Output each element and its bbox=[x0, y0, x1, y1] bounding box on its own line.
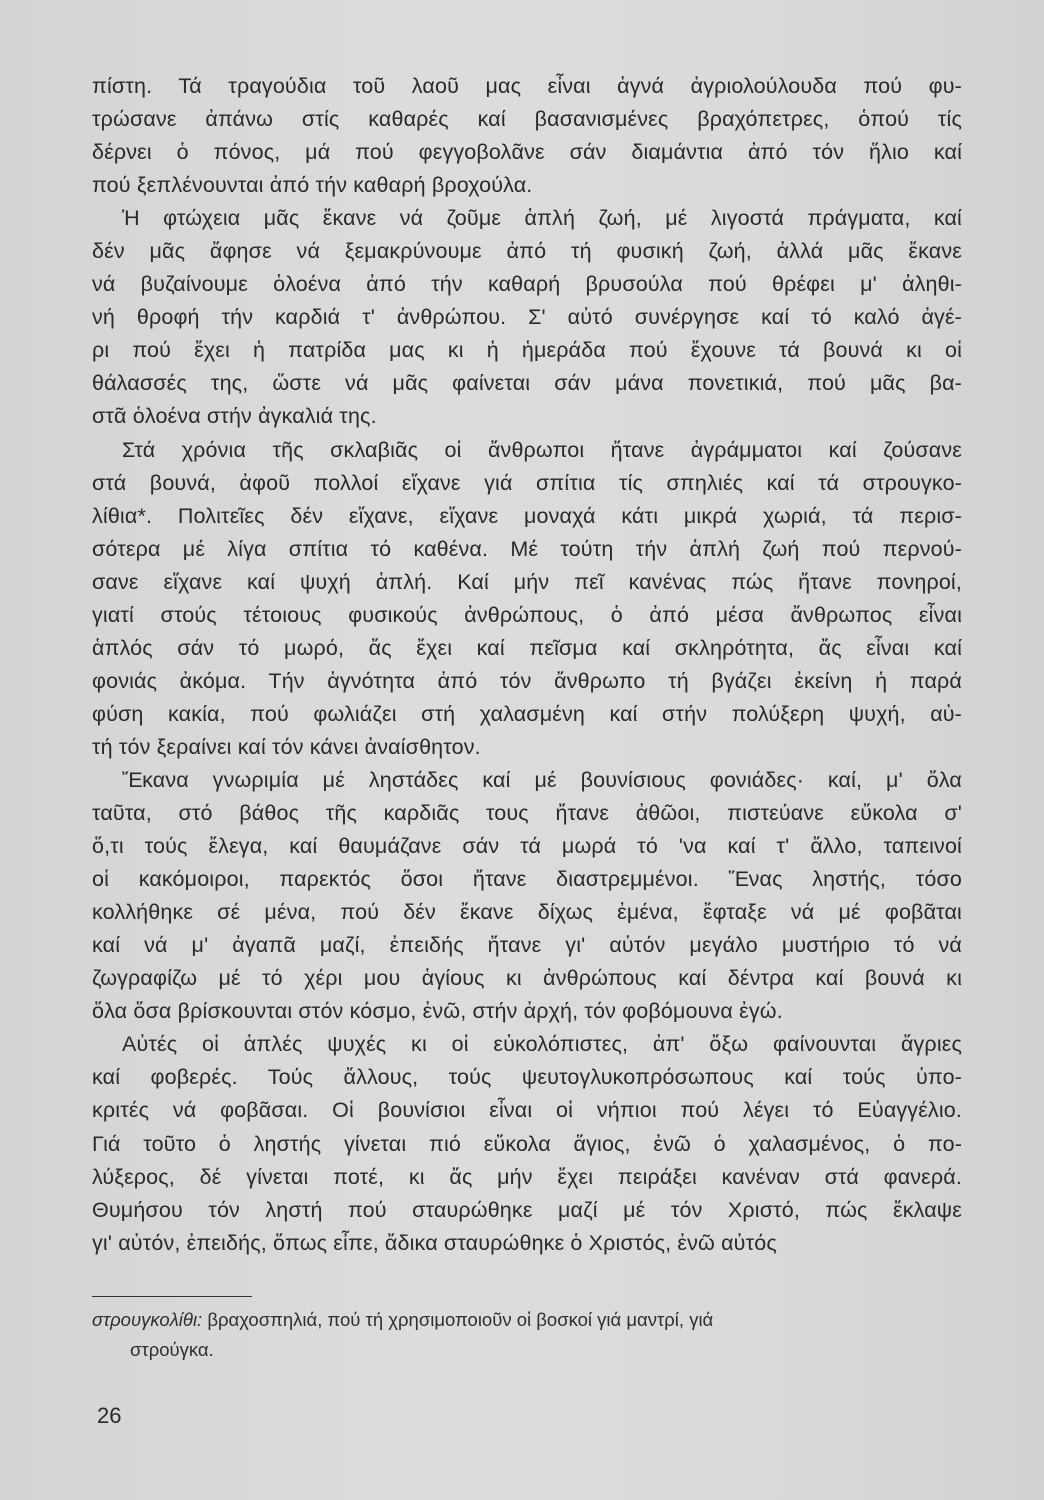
text-line: οἱ κακόμοιροι, παρεκτός ὅσοι ἤτανε διαστρεμμένοι. Ἕνας ληστής, τόσο bbox=[92, 867, 962, 892]
footnote-first-line bbox=[92, 1305, 964, 1335]
text-line: κριτές νά φοβᾶσαι. Οἱ βουνίσιοι εἶναι οἱ νήπιοι πού λέγει τό Εὐαγγέλιο. bbox=[92, 1098, 962, 1123]
text-line: θάλασσές της, ὥστε νά μᾶς φαίνεται σάν μάνα πονετικιά, πού μᾶς βα- bbox=[92, 371, 962, 396]
text-line: Ἡ φτώχεια μᾶς ἔκανε νά ζοῦμε ἁπλή ζωή, μέ λιγοστά πράγματα, καί bbox=[122, 206, 962, 231]
paragraph bbox=[92, 70, 962, 202]
text-line: ὅ,τι τούς ἔλεγα, καί θαυμάζανε σάν τά μωρά τό 'να καί τ' ἄλλο, ταπεινοί bbox=[92, 834, 962, 859]
footnote-term: στρουγκολίθι: bbox=[92, 1309, 203, 1330]
text-line: νά βυζαίνουμε ὁλοένα ἀπό τήν καθαρή βρυσούλα πού θρέφει μ' ἀληθι- bbox=[92, 272, 962, 297]
text-line: πού ξεπλένουνται ἀπό τήν καθαρή βροχούλα. bbox=[92, 173, 533, 198]
text-line: Γιά τοῦτο ὁ ληστής γίνεται πιό εὔκολα ἅγιος, ἐνῶ ὁ χαλασμένος, ὁ πο- bbox=[92, 1131, 962, 1156]
paragraph bbox=[92, 764, 962, 1028]
footnote-definition-continued: στρούγκα. bbox=[130, 1339, 214, 1360]
text-line: στά βουνά, ἀφοῦ πολλοί εἴχανε γιά σπίτια τίς σπηλιές καί τά στρουγκο- bbox=[92, 470, 962, 495]
text-line: πίστη. Τά τραγούδια τοῦ λαοῦ μας εἶναι ἁγνά ἀγριολούλουδα πού φυ- bbox=[92, 74, 962, 98]
text-line: λύξερος, δέ γίνεται ποτέ, κι ἄς μήν ἔχει πειράξει κανέναν στά φανερά. bbox=[92, 1164, 962, 1189]
text-line: Αὐτές οἱ ἁπλές ψυχές κι οἱ εὐκολόπιστες, ἀπ' ὄξω φαίνουνται ἄγριες bbox=[122, 1032, 962, 1057]
text-line: φονιάς ἀκόμα. Τήν ἁγνότητα ἀπό τόν ἄνθρωπο τή βγάζει ἐκείνη ἡ παρά bbox=[92, 668, 962, 693]
paragraph bbox=[92, 1028, 962, 1259]
text-line: γι' αὐτόν, ἐπειδής, ὅπως εἶπε, ἄδικα σταυρώθηκε ὁ Χριστός, ἐνῶ αὐτός bbox=[92, 1230, 777, 1255]
page-number: 26 bbox=[97, 1403, 122, 1428]
footnote-definition: βραχοσπηλιά, πού τή χρησιμοποιοῦν οἱ βοσκοί γιά μαντρί, γιά bbox=[207, 1309, 714, 1330]
text-line: νή θροφή τήν καρδιά τ' ἀνθρώπου. Σ' αὐτό συνέργησε καί τό καλό ἀγέ- bbox=[92, 305, 962, 330]
footnote bbox=[92, 1305, 964, 1365]
text-line: σανε εἴχανε καί ψυχή ἁπλή. Καί μήν πεῖ κανένας πώς ἤτανε πονηροί, bbox=[92, 569, 962, 594]
text-line: στᾶ ὁλοένα στήν ἀγκαλιά της. bbox=[92, 404, 377, 429]
text-line: ὅλα ὅσα βρίσκουνται στόν κόσμο, ἐνῶ, στήν ἀρχή, τόν φοβόμουνα ἐγώ. bbox=[92, 999, 783, 1024]
text-line: φύση κακία, πού φωλιάζει στή χαλασμένη καί στήν πολύξερη ψυχή, αὐ- bbox=[92, 701, 962, 726]
text-line: Στά χρόνια τῆς σκλαβιᾶς οἱ ἄνθρωποι ἤτανε ἀγράμματοι καί ζούσανε bbox=[122, 437, 962, 462]
body-text bbox=[92, 70, 962, 1260]
text-line: ζωγραφίζω μέ τό χέρι μου ἁγίους κι ἀνθρώπους καί δέντρα καί βουνά κι bbox=[92, 966, 962, 991]
text-line: τρώσανε ἀπάνω στίς καθαρές καί βασανισμένες βραχόπετρες, ὁπού τίς bbox=[92, 107, 962, 132]
text-line: δέρνει ὁ πόνος, μά πού φεγγοβολᾶνε σάν διαμάντια ἀπό τόν ἥλιο καί bbox=[92, 140, 962, 165]
text-line: κολλήθηκε σέ μένα, πού δέν ἔκανε δίχως ἐμένα, ἔφταξε νά μέ φοβᾶται bbox=[92, 900, 962, 925]
text-line: ταῦτα, στό βάθος τῆς καρδιᾶς τους ἤτανε ἀθῶοι, πιστεύανε εὔκολα σ' bbox=[92, 801, 962, 826]
paragraph bbox=[92, 434, 962, 764]
text-line: καί φοβερές. Τούς ἄλλους, τούς ψευτογλυκοπρόσωπους καί τούς ὑπο- bbox=[92, 1065, 962, 1090]
paragraph bbox=[92, 202, 962, 433]
text-line: ἁπλός σάν τό μωρό, ἄς ἔχει καί πεῖσμα καί σκληρότητα, ἄς εἶναι καί bbox=[92, 635, 962, 660]
text-line: λίθια*. Πολιτεῖες δέν εἴχανε, εἴχανε μοναχά κάτι μικρά χωριά, τά περισ- bbox=[92, 503, 962, 528]
text-line: τή τόν ξεραίνει καί τόν κάνει ἀναίσθητον. bbox=[92, 734, 481, 759]
text-line: Ἔκανα γνωριμία μέ ληστάδες καί μέ βουνίσιους φονιάδες· καί, μ' ὅλα bbox=[122, 767, 962, 792]
text-line: καί νά μ' ἀγαπᾶ μαζί, ἐπειδής ἤτανε γι' αὐτόν μεγάλο μυστήριο τό νά bbox=[92, 933, 962, 958]
text-line: σότερα μέ λίγα σπίτια τό καθένα. Μέ τούτη τήν ἁπλή ζωή πού περνού- bbox=[92, 536, 962, 561]
footnote-divider bbox=[92, 1296, 252, 1297]
text-line: Θυμήσου τόν ληστή πού σταυρώθηκε μαζί μέ τόν Χριστό, πώς ἔκλαψε bbox=[92, 1197, 962, 1222]
text-line: ρι πού ἔχει ἡ πατρίδα μας κι ἡ ἡμεράδα πού ἔχουνε τά βουνά κι οἱ bbox=[92, 338, 962, 363]
text-line: δέν μᾶς ἄφησε νά ξεμακρύνουμε ἀπό τή φυσική ζωή, ἀλλά μᾶς ἔκανε bbox=[92, 239, 962, 264]
text-line: γιατί στούς τέτοιους φυσικούς ἀνθρώπους, ὁ ἀπό μέσα ἄνθρωπος εἶναι bbox=[92, 602, 962, 627]
